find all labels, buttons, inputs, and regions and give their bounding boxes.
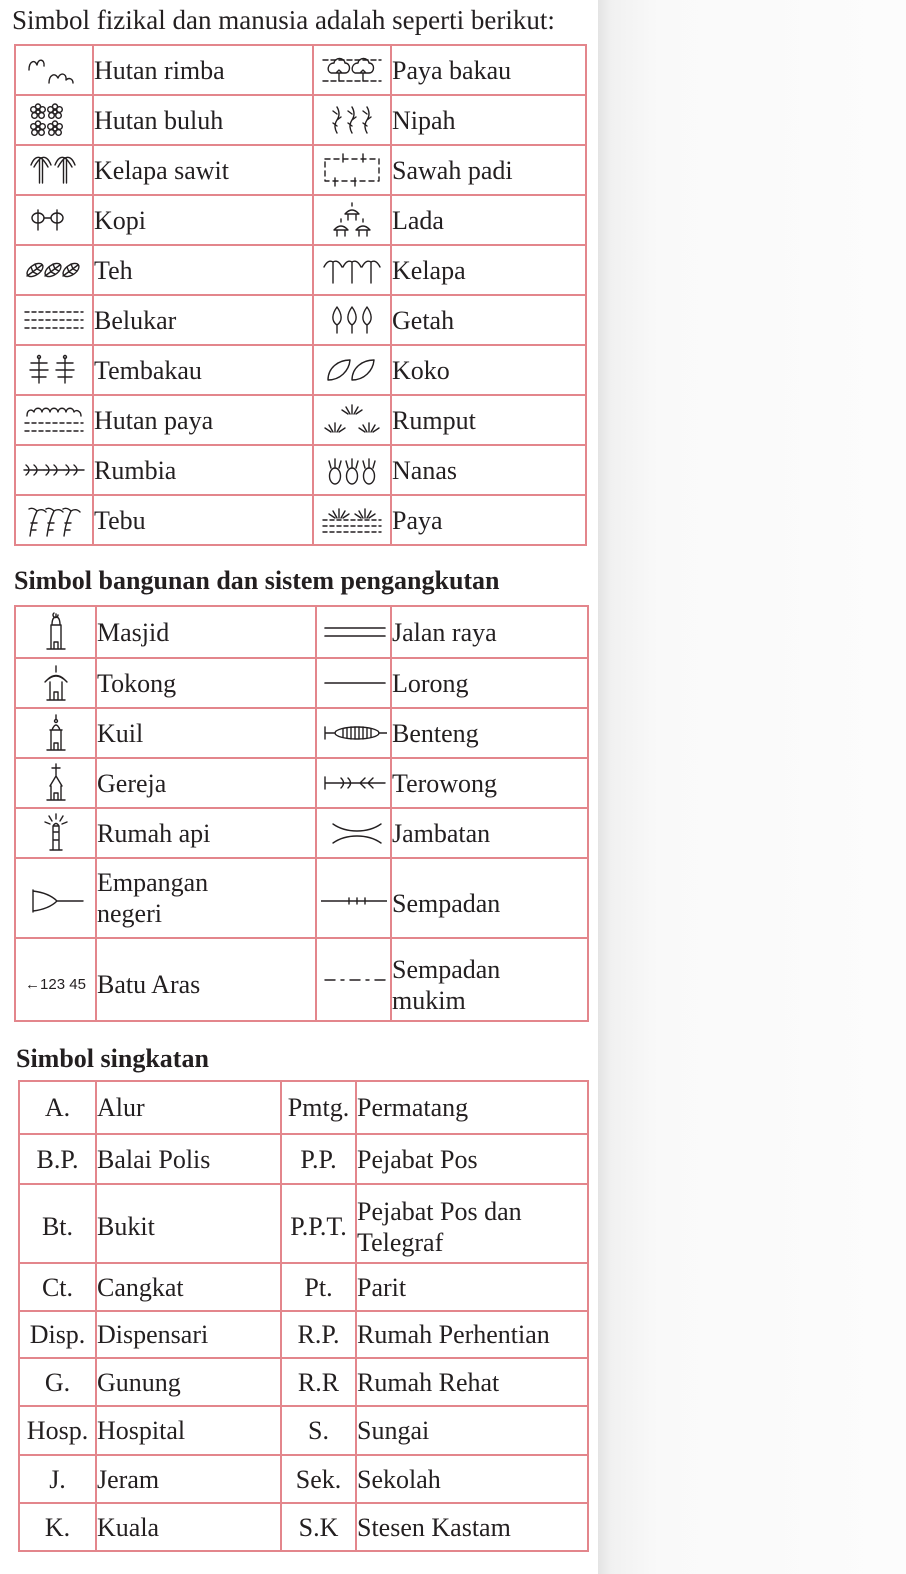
symbol-cell bbox=[15, 938, 96, 1021]
symbol-label: Rumbia bbox=[93, 445, 313, 495]
abbreviation: Pmtg. bbox=[281, 1081, 356, 1134]
symbol-cell bbox=[15, 606, 96, 658]
abbreviation-meaning: Rumah Rehat bbox=[356, 1358, 588, 1406]
symbol-label: Tokong bbox=[96, 658, 316, 708]
bridge-icon bbox=[321, 812, 387, 854]
tobacco-icon bbox=[21, 350, 87, 390]
symbol-label: Belukar bbox=[93, 295, 313, 345]
table-row bbox=[15, 858, 588, 938]
symbol-label: Lada bbox=[391, 195, 586, 245]
table-row bbox=[19, 1311, 588, 1358]
table-row bbox=[15, 395, 586, 445]
symbol-label: Kopi bbox=[93, 195, 313, 245]
abbreviation: P.P. bbox=[281, 1134, 356, 1184]
symbol-cell bbox=[313, 295, 391, 345]
spot-height-symbol: ←123 45 bbox=[25, 975, 86, 993]
mangrove-icon bbox=[319, 50, 385, 90]
abbreviation-meaning: Stesen Kastam bbox=[356, 1503, 588, 1551]
table-row bbox=[19, 1358, 588, 1406]
symbol-cell bbox=[316, 858, 391, 938]
symbol-label: Getah bbox=[391, 295, 586, 345]
rubber-icon bbox=[319, 300, 385, 340]
symbol-cell bbox=[313, 345, 391, 395]
abbreviation: P.P.T. bbox=[281, 1184, 356, 1263]
nipah-palm-icon bbox=[319, 100, 385, 140]
table-row bbox=[15, 808, 588, 858]
symbol-cell bbox=[313, 495, 391, 545]
symbol-cell bbox=[15, 395, 93, 445]
symbol-cell bbox=[15, 758, 96, 808]
table-row bbox=[19, 1503, 588, 1551]
chinese-temple-icon bbox=[23, 662, 89, 704]
fort-icon bbox=[321, 712, 387, 754]
abbreviation: Disp. bbox=[19, 1311, 96, 1358]
symbol-cell bbox=[313, 45, 391, 95]
symbol-label: Kelapa sawit bbox=[93, 145, 313, 195]
symbol-cell bbox=[316, 606, 391, 658]
symbol-label: Koko bbox=[391, 345, 586, 395]
mosque-icon bbox=[23, 611, 89, 653]
abbreviation-meaning: Jeram bbox=[96, 1455, 281, 1503]
abbreviation: Ct. bbox=[19, 1263, 96, 1311]
section-heading-buildings: Simbol bangunan dan sistem pengangkutan bbox=[14, 566, 500, 595]
symbol-cell bbox=[316, 938, 391, 1021]
symbol-label: Nanas bbox=[391, 445, 586, 495]
symbol-label: Sawah padi bbox=[391, 145, 586, 195]
abbreviation: Bt. bbox=[19, 1184, 96, 1263]
abbreviation: S.K bbox=[281, 1503, 356, 1551]
district-boundary-icon bbox=[321, 959, 387, 1001]
abbreviation: Sek. bbox=[281, 1455, 356, 1503]
abbreviation-meaning: Cangkat bbox=[96, 1263, 281, 1311]
coconut-icon bbox=[319, 250, 385, 290]
symbol-label: Batu Aras bbox=[96, 938, 316, 1021]
table-row bbox=[15, 445, 586, 495]
abbreviation: A. bbox=[19, 1081, 96, 1134]
abbreviation-meaning: Permatang bbox=[356, 1081, 588, 1134]
symbol-label: Nipah bbox=[391, 95, 586, 145]
symbol-label: Sempadan bbox=[391, 858, 588, 938]
swamp-icon bbox=[319, 500, 385, 540]
table-row bbox=[15, 245, 586, 295]
symbol-label: Teh bbox=[93, 245, 313, 295]
church-icon bbox=[23, 762, 89, 804]
symbol-cell bbox=[15, 445, 93, 495]
symbol-label: Lorong bbox=[391, 658, 588, 708]
table-row bbox=[15, 938, 588, 1021]
symbol-cell bbox=[15, 808, 96, 858]
bamboo-icon bbox=[21, 100, 87, 140]
symbol-cell bbox=[15, 708, 96, 758]
buildings-transport-table bbox=[14, 605, 589, 1022]
symbol-cell bbox=[15, 95, 93, 145]
symbol-cell bbox=[313, 145, 391, 195]
symbol-label: Kuil bbox=[96, 708, 316, 758]
abbreviation-meaning: Dispensari bbox=[96, 1311, 281, 1358]
symbol-cell bbox=[313, 195, 391, 245]
table-row bbox=[15, 345, 586, 395]
table-row bbox=[19, 1134, 588, 1184]
table-row bbox=[19, 1406, 588, 1455]
tea-icon bbox=[21, 250, 87, 290]
symbol-label: Jalan raya bbox=[391, 606, 588, 658]
abbreviation-meaning: Pejabat Pos dan Telegraf bbox=[356, 1184, 588, 1263]
oil-palm-icon bbox=[21, 150, 87, 190]
symbol-label: Kelapa bbox=[391, 245, 586, 295]
symbol-label: Empangan negeri bbox=[96, 858, 316, 938]
symbol-cell bbox=[15, 245, 93, 295]
pineapple-icon bbox=[319, 450, 385, 490]
cocoa-icon bbox=[319, 350, 385, 390]
table-row bbox=[19, 1455, 588, 1503]
abbreviation: Pt. bbox=[281, 1263, 356, 1311]
abbreviations-table bbox=[18, 1080, 589, 1552]
symbol-cell bbox=[15, 858, 96, 938]
table-row bbox=[19, 1263, 588, 1311]
abbreviation-meaning: Sekolah bbox=[356, 1455, 588, 1503]
abbreviation-meaning: Gunung bbox=[96, 1358, 281, 1406]
lane-icon bbox=[321, 662, 387, 704]
physical-symbols-table bbox=[14, 44, 587, 546]
symbol-cell bbox=[15, 495, 93, 545]
abbreviation-meaning: Alur bbox=[96, 1081, 281, 1134]
table-row bbox=[15, 495, 586, 545]
abbreviation-meaning: Pejabat Pos bbox=[356, 1134, 588, 1184]
paddy-field-icon bbox=[319, 150, 385, 190]
table-row bbox=[15, 658, 588, 708]
scrub-icon bbox=[21, 300, 87, 340]
symbol-cell bbox=[313, 95, 391, 145]
symbol-cell bbox=[15, 195, 93, 245]
tunnel-icon bbox=[321, 762, 387, 804]
table-row bbox=[19, 1184, 588, 1263]
table-row bbox=[15, 758, 588, 808]
symbol-label: Tembakau bbox=[93, 345, 313, 395]
symbol-cell bbox=[313, 395, 391, 445]
abbreviation: G. bbox=[19, 1358, 96, 1406]
dam-icon bbox=[23, 880, 89, 922]
symbol-label: Paya bakau bbox=[391, 45, 586, 95]
abbreviation: Hosp. bbox=[19, 1406, 96, 1455]
sago-palm-icon bbox=[21, 450, 87, 490]
hindu-temple-icon bbox=[23, 712, 89, 754]
table-row bbox=[15, 195, 586, 245]
section-heading-physical: Simbol fizikal dan manusia adalah seperti berikut: bbox=[12, 5, 555, 35]
symbol-cell bbox=[313, 245, 391, 295]
symbol-label: Benteng bbox=[391, 708, 588, 758]
section-heading-abbreviations: Simbol singkatan bbox=[16, 1044, 209, 1073]
pepper-icon bbox=[319, 200, 385, 240]
abbreviation: K. bbox=[19, 1503, 96, 1551]
symbol-label: Rumput bbox=[391, 395, 586, 445]
symbol-cell bbox=[15, 345, 93, 395]
abbreviation: S. bbox=[281, 1406, 356, 1455]
abbreviation: R.P. bbox=[281, 1311, 356, 1358]
table-row bbox=[15, 45, 586, 95]
symbol-label: Jambatan bbox=[391, 808, 588, 858]
symbol-label: Gereja bbox=[96, 758, 316, 808]
table-row bbox=[15, 708, 588, 758]
boundary-icon bbox=[321, 880, 387, 922]
abbreviation-meaning: Kuala bbox=[96, 1503, 281, 1551]
table-row bbox=[15, 145, 586, 195]
symbol-cell bbox=[316, 708, 391, 758]
abbreviation-meaning: Bukit bbox=[96, 1184, 281, 1263]
abbreviation: B.P. bbox=[19, 1134, 96, 1184]
symbol-label: Rumah api bbox=[96, 808, 316, 858]
table-row bbox=[15, 295, 586, 345]
symbol-label: Tebu bbox=[93, 495, 313, 545]
abbreviation-meaning: Hospital bbox=[96, 1406, 281, 1455]
table-row bbox=[15, 606, 588, 658]
symbol-label: Hutan rimba bbox=[93, 45, 313, 95]
swamp-forest-icon bbox=[21, 400, 87, 440]
symbol-cell bbox=[15, 45, 93, 95]
symbol-label: Hutan buluh bbox=[93, 95, 313, 145]
main-road-icon bbox=[321, 611, 387, 653]
symbol-cell bbox=[316, 808, 391, 858]
lighthouse-icon bbox=[23, 812, 89, 854]
symbol-cell bbox=[316, 658, 391, 708]
grass-icon bbox=[319, 400, 385, 440]
sugarcane-icon bbox=[21, 500, 87, 540]
symbol-cell bbox=[15, 295, 93, 345]
symbol-label: Hutan paya bbox=[93, 395, 313, 445]
abbreviation: R.R bbox=[281, 1358, 356, 1406]
abbreviation-meaning: Rumah Perhentian bbox=[356, 1311, 588, 1358]
symbol-cell bbox=[15, 658, 96, 708]
symbol-cell bbox=[316, 758, 391, 808]
symbol-cell bbox=[15, 145, 93, 195]
symbol-label: Masjid bbox=[96, 606, 316, 658]
page-edge-shadow bbox=[598, 0, 906, 1574]
abbreviation: J. bbox=[19, 1455, 96, 1503]
abbreviation-meaning: Parit bbox=[356, 1263, 588, 1311]
forest-icon bbox=[21, 50, 87, 90]
abbreviation-meaning: Sungai bbox=[356, 1406, 588, 1455]
symbol-label: Terowong bbox=[391, 758, 588, 808]
symbol-label: Paya bbox=[391, 495, 586, 545]
symbol-label: Sempadan mukim bbox=[391, 938, 588, 1021]
abbreviation-meaning: Balai Polis bbox=[96, 1134, 281, 1184]
table-row bbox=[19, 1081, 588, 1134]
coffee-icon bbox=[21, 200, 87, 240]
symbol-cell bbox=[313, 445, 391, 495]
table-row bbox=[15, 95, 586, 145]
